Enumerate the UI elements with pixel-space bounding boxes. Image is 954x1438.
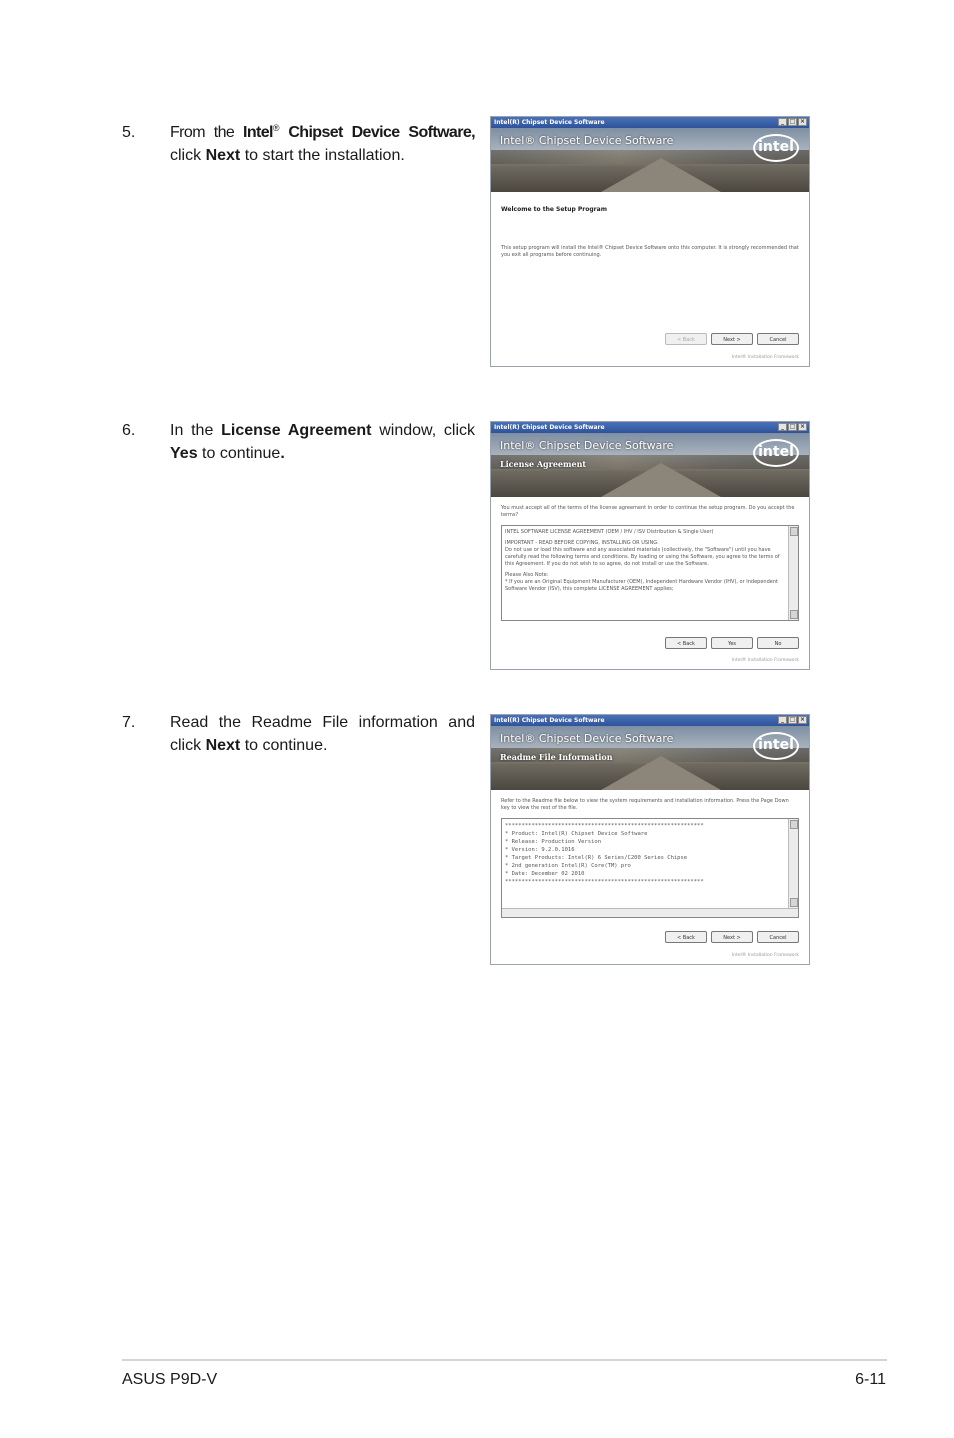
window-heading: Welcome to the Setup Program [501,206,607,213]
step-number: 7. [122,714,136,731]
close-icon[interactable]: × [799,423,806,430]
window-titlebar: Intel(R) Chipset Device Software _ □ × [491,422,809,433]
next-button[interactable]: Next > [711,333,753,345]
step-number: 5. [122,124,136,141]
footer-divider [122,1359,887,1361]
framework-label: Intel® Installation Framework [731,658,799,663]
installer-readme-screenshot [490,714,810,965]
window-banner [491,128,809,192]
next-button[interactable]: Next > [711,931,753,943]
step-text: From the Intel® Chipset Device Software, click Next to start the installation. [170,123,475,164]
close-icon[interactable]: × [799,716,806,723]
minimize-icon[interactable]: _ [778,716,787,724]
step-text: Read the Readme File information and click Next to continue. [170,714,475,754]
footer-model: ASUS P9D-V [122,1371,218,1388]
minimize-icon[interactable]: _ [778,118,787,126]
no-button[interactable]: No [757,637,799,649]
cancel-button[interactable]: Cancel [757,931,799,943]
window-banner [491,433,809,497]
banner-title: Intel® Chipset Device Software [500,439,674,452]
vertical-scrollbar[interactable] [788,526,798,620]
step-text: In the License Agreement window, click Yes to continue. [170,422,476,462]
minimize-icon[interactable]: _ [778,423,787,431]
maximize-icon[interactable]: □ [789,716,796,723]
yes-button[interactable]: Yes [711,637,753,649]
window-description: This setup program will install the Intel® Chipset Device Software onto this computer. It is strongly recommended that you exit all programs before continuing. [501,245,799,258]
horizontal-scrollbar[interactable] [502,908,798,917]
framework-label: Intel® Installation Framework [731,953,799,958]
step-number: 6. [122,422,136,439]
window-description: You must accept all of the terms of the license agreement in order to continue the setup program. Do you accept the terms? [501,505,795,518]
readme-textbox[interactable]: ************************************************************ * Product: Intel(R) Chipset Device Software * Release: Production Version * Version: 9.2.0.1016 * Target Products: Intel(R) 6 Series/C200 Series Chipse * 2nd generation Intel(R) Core(TM) pro * Date: December 02 2010 ************************************************************ [501,818,799,918]
back-button[interactable]: < Back [665,931,707,943]
intel-logo: intel [753,439,799,467]
window-titlebar: Intel(R) Chipset Device Software _ □ × [491,715,809,726]
banner-subtitle: Readme File Information [500,752,613,762]
window-titlebar: Intel(R) Chipset Device Software _ □ × [491,117,809,128]
page-number: 6-11 [855,1371,886,1388]
cancel-button[interactable]: Cancel [757,333,799,345]
close-icon[interactable]: × [799,118,806,125]
back-button[interactable]: < Back [665,333,707,345]
back-button[interactable]: < Back [665,637,707,649]
maximize-icon[interactable]: □ [789,423,796,430]
installer-welcome-screenshot [490,116,810,367]
intel-logo: intel [753,732,799,760]
framework-label: Intel® Installation Framework [731,355,799,360]
banner-title: Intel® Chipset Device Software [500,732,674,745]
intel-logo: intel [753,134,799,162]
installer-license-screenshot [490,421,810,670]
license-textbox[interactable]: INTEL SOFTWARE LICENSE AGREEMENT (OEM / IHV / ISV Distribution & Single User) IMPORTANT - READ BEFORE COPYING, INSTALLING OR USING. Do not use or load this software and any associated materials (collectively, the "Software") until you have carefully read the following terms and conditions. By loading or using the Software, you agree to the terms of this Agreement. If you do not wish to so agree, do not install or use the Software. Please Also Note: * If you are an Original Equipment Manufacturer (OEM), Independent Hardware Vendor (IHV), or Independent Software Vendor (ISV), this complete LICENSE AGREEMENT applies; [501,525,799,621]
window-description: Refer to the Readme file below to view the system requirements and installation information. Press the Page Down key to view the rest of the file. [501,798,789,811]
banner-title: Intel® Chipset Device Software [500,134,674,147]
window-banner [491,726,809,790]
maximize-icon[interactable]: □ [789,118,796,125]
vertical-scrollbar[interactable] [788,819,798,908]
banner-subtitle: License Agreement [500,459,587,469]
